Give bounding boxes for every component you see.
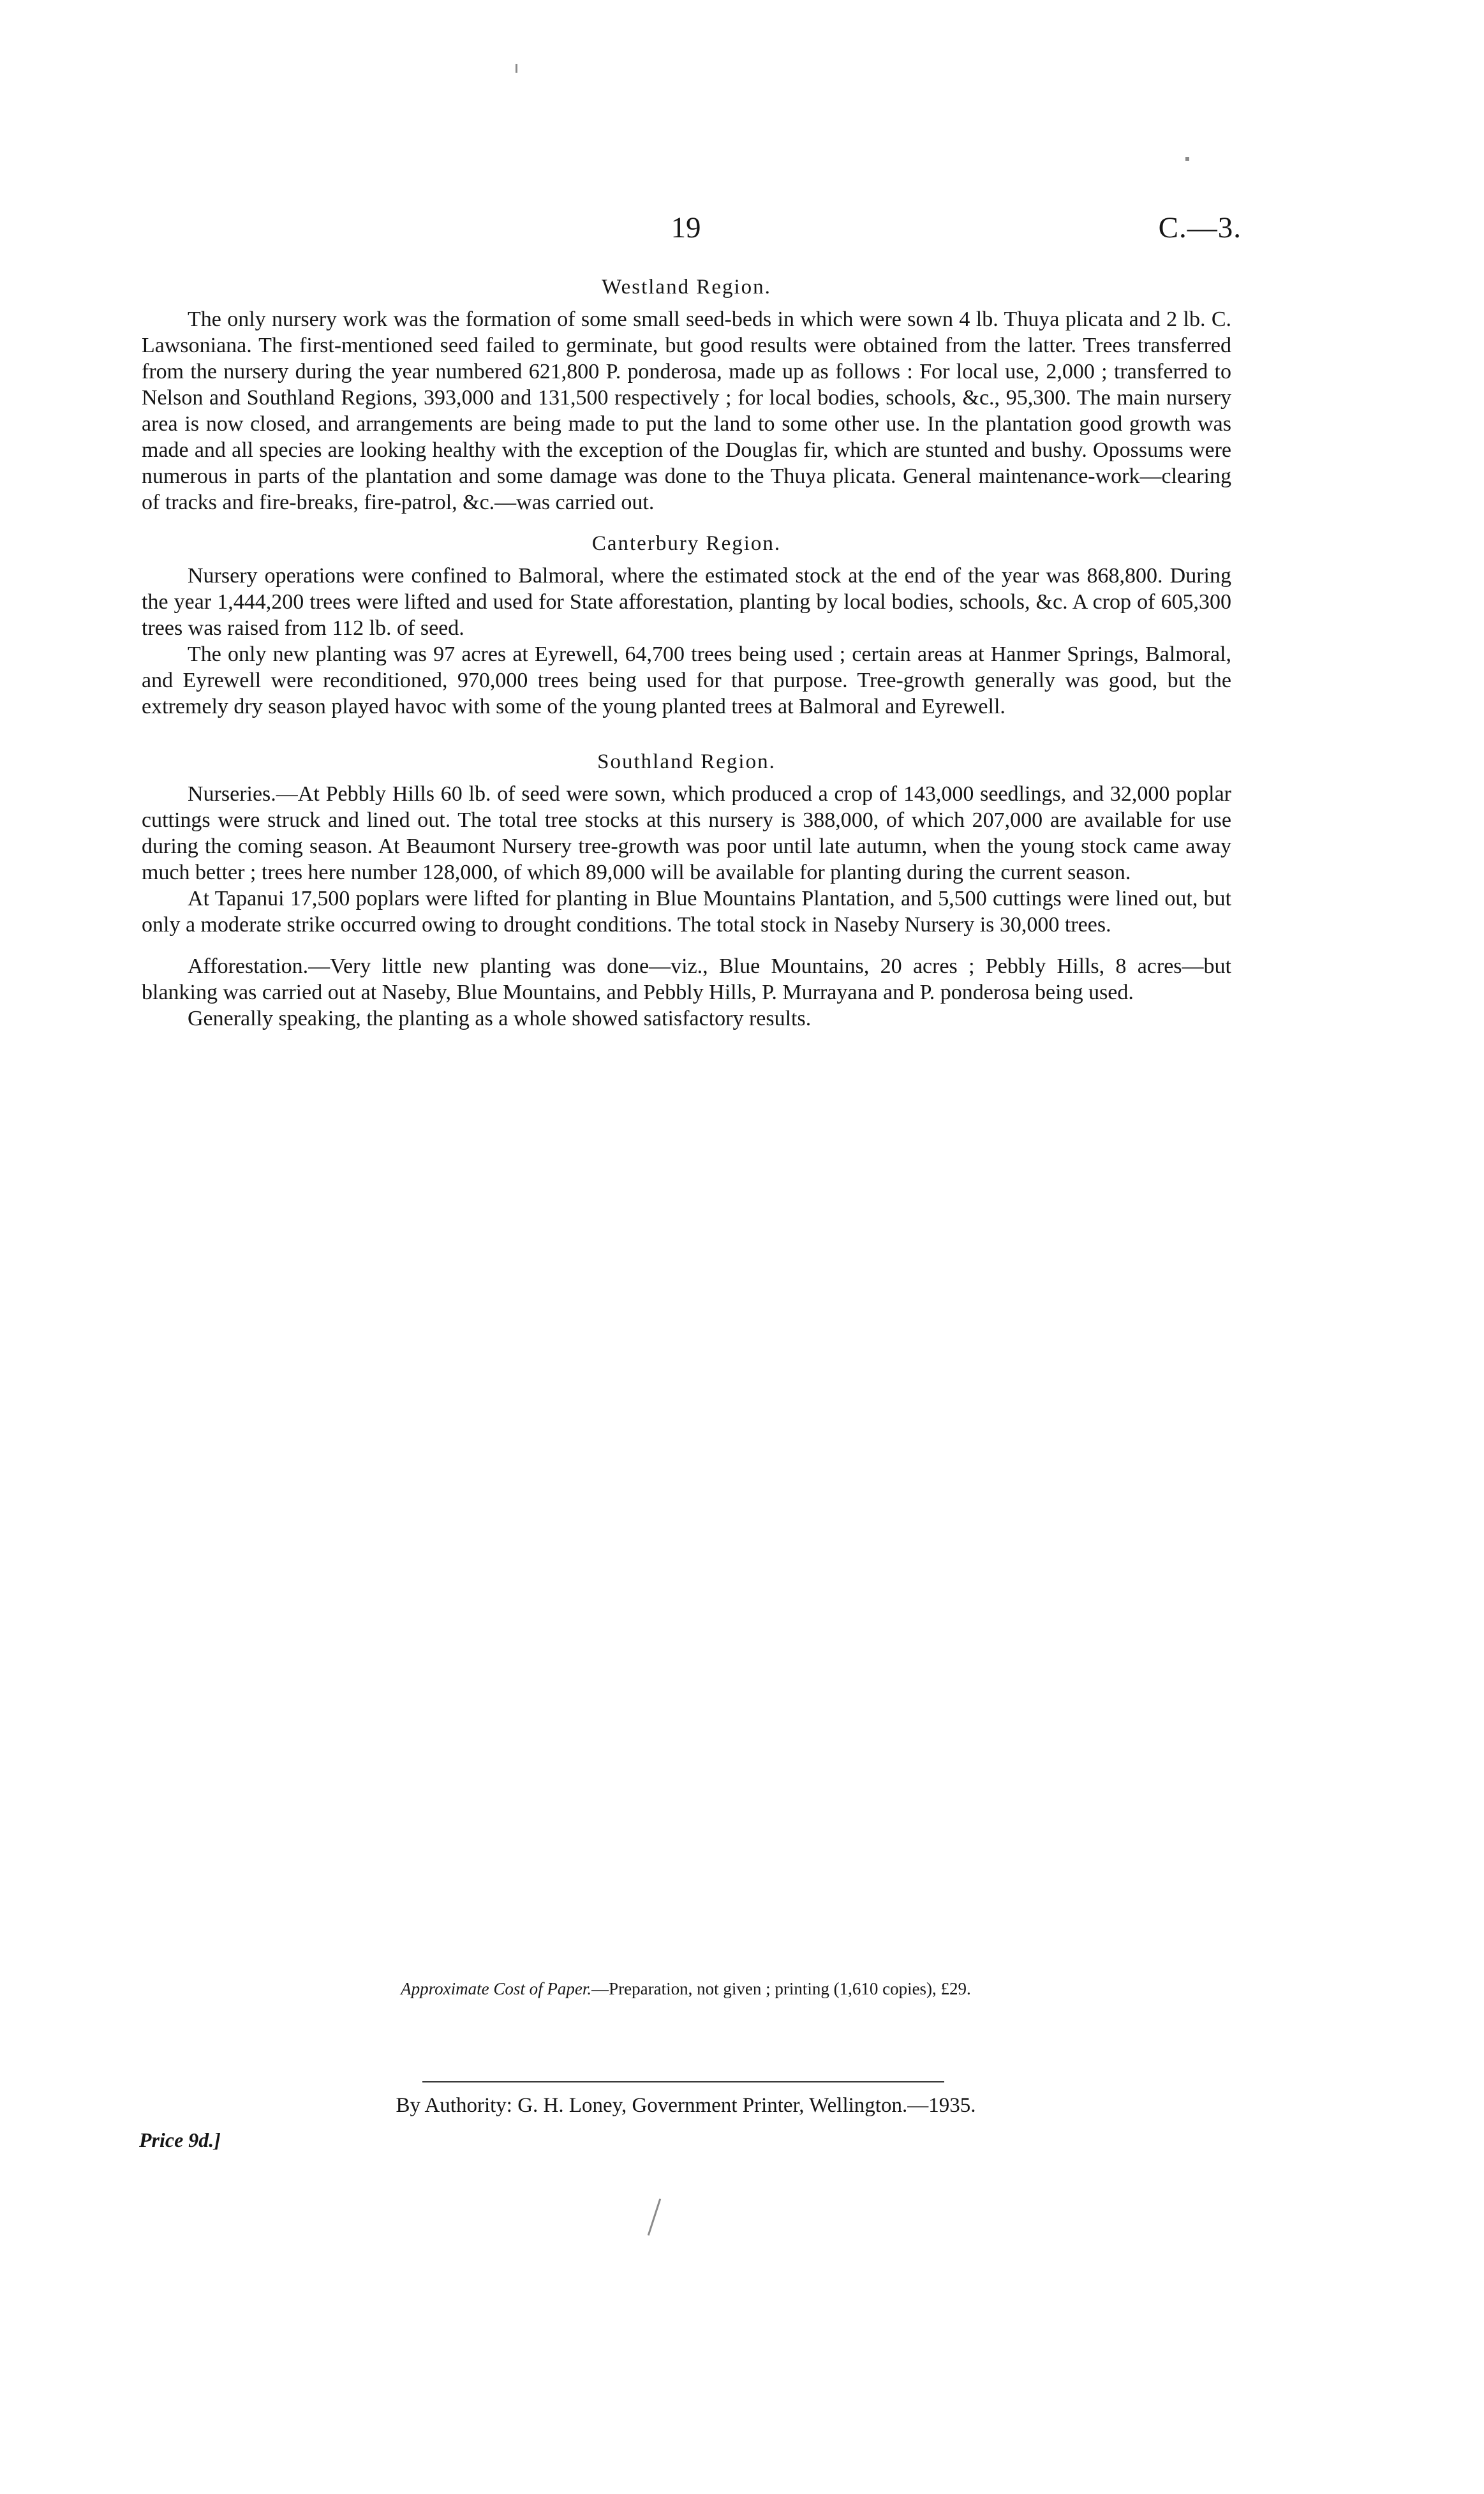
southland-paragraph-nurseries: Nurseries.—At Pebbly Hills 60 lb. of seed were sown, which produced a crop of 143,000 seedlings, and 32,000 poplar cuttings were struck and lined out. The total tree stocks at this nursery is 388,000, of which 207,000 are available for use during the coming season. At Beaumont Nursery tree-growth was poor until late autumn, when the young stock came away much better ; trees here number 128,000, of which 89,000 will be available for planting during the current season. [142,782,1231,884]
westland-paragraph: The only nursery work was the formation of some small seed-beds in which were sown 4 lb. Thuya plicata and 2 lb. C. Lawsoniana. The first-mentioned seed failed to germinate, but good results were obtained from the latter. Trees transferred from the nursery during the year numbered 621,800 P. ponderosa, made up as follows : For local use, 2,000 ; transferred to Nelson and Southland Regions, 393,000 and 131,500 respectively ; for local bodies, schools, &c., 95,300. The main nursery area is now closed, and arrangements are being made to put the land to some other use. In the plantation good growth was made and all species are looking healthy with the exception of the Douglas fir, which are stunted and bushy. Opossums were numerous in parts of the plantation and some damage was done to the Thuya plicata. General maintenance-work—clearing of tracks and fire-breaks, fire-patrol, &c.—was carried out. [142,308,1231,514]
cost-text: —Preparation, not given ; printing (1,610 copies), £29. [591,1979,971,1998]
section-heading-westland: Westland Region. [602,276,771,299]
footer-rule [422,2081,944,2082]
scan-speck [648,2199,661,2236]
scan-speck [1185,157,1189,161]
body-text [142,274,1231,1032]
scan-speck [516,64,517,73]
southland-paragraph-tapanui: At Tapanui 17,500 poplars were lifted for planting in Blue Mountains Plantation, and 5,500 cuttings were lined out, but only a moderate strike occurred owing to drought conditions. The total stock in Naseby Nursery is 30,000 trees. [142,887,1231,937]
section-heading-canterbury: Canterbury Region. [591,532,782,555]
southland-paragraph-afforestation: Afforestation.—Very little new planting was done—viz., Blue Mountains, 20 acres ; Pebbly Hills, 8 acres—but blanking was carried out at Naseby, Blue Mountains, and Pebbly Hills, P. Murrayana and P. ponderosa being used. [142,954,1231,1004]
canterbury-paragraph-2: The only new planting was 97 acres at Eyrewell, 64,700 trees being used ; certain areas at Hanmer Springs, Balmoral, and Eyrewell were reconditioned, 970,000 trees being used for that purpose. Tree-growth generally was good, but the extremely dry season played havoc with some of the young planted trees at Balmoral and Eyrewell. [142,642,1231,718]
section-heading-southland: Southland Region. [597,750,776,773]
price: Price 9d.] [139,2128,221,2151]
southland-paragraph-summary: Generally speaking, the planting as a whole showed satisfactory results. [188,1007,812,1030]
cost-of-paper [0,1979,1372,1999]
page-number: 19 [671,211,701,244]
printer-imprint: By Authority: G. H. Loney, Government Printer, Wellington.—1935. [396,2094,976,2117]
canterbury-paragraph-1: Nursery operations were confined to Balmoral, where the estimated stock at the end of the year was 868,800. During the year 1,444,200 trees were lifted and used for State afforestation, planting by local bodies, schools, &c. A crop of 605,300 trees was raised from 112 lb. of seed. [142,564,1231,640]
paper-reference: C.—3. [1158,211,1242,244]
cost-label: Approximate Cost of Paper. [401,1979,592,1998]
